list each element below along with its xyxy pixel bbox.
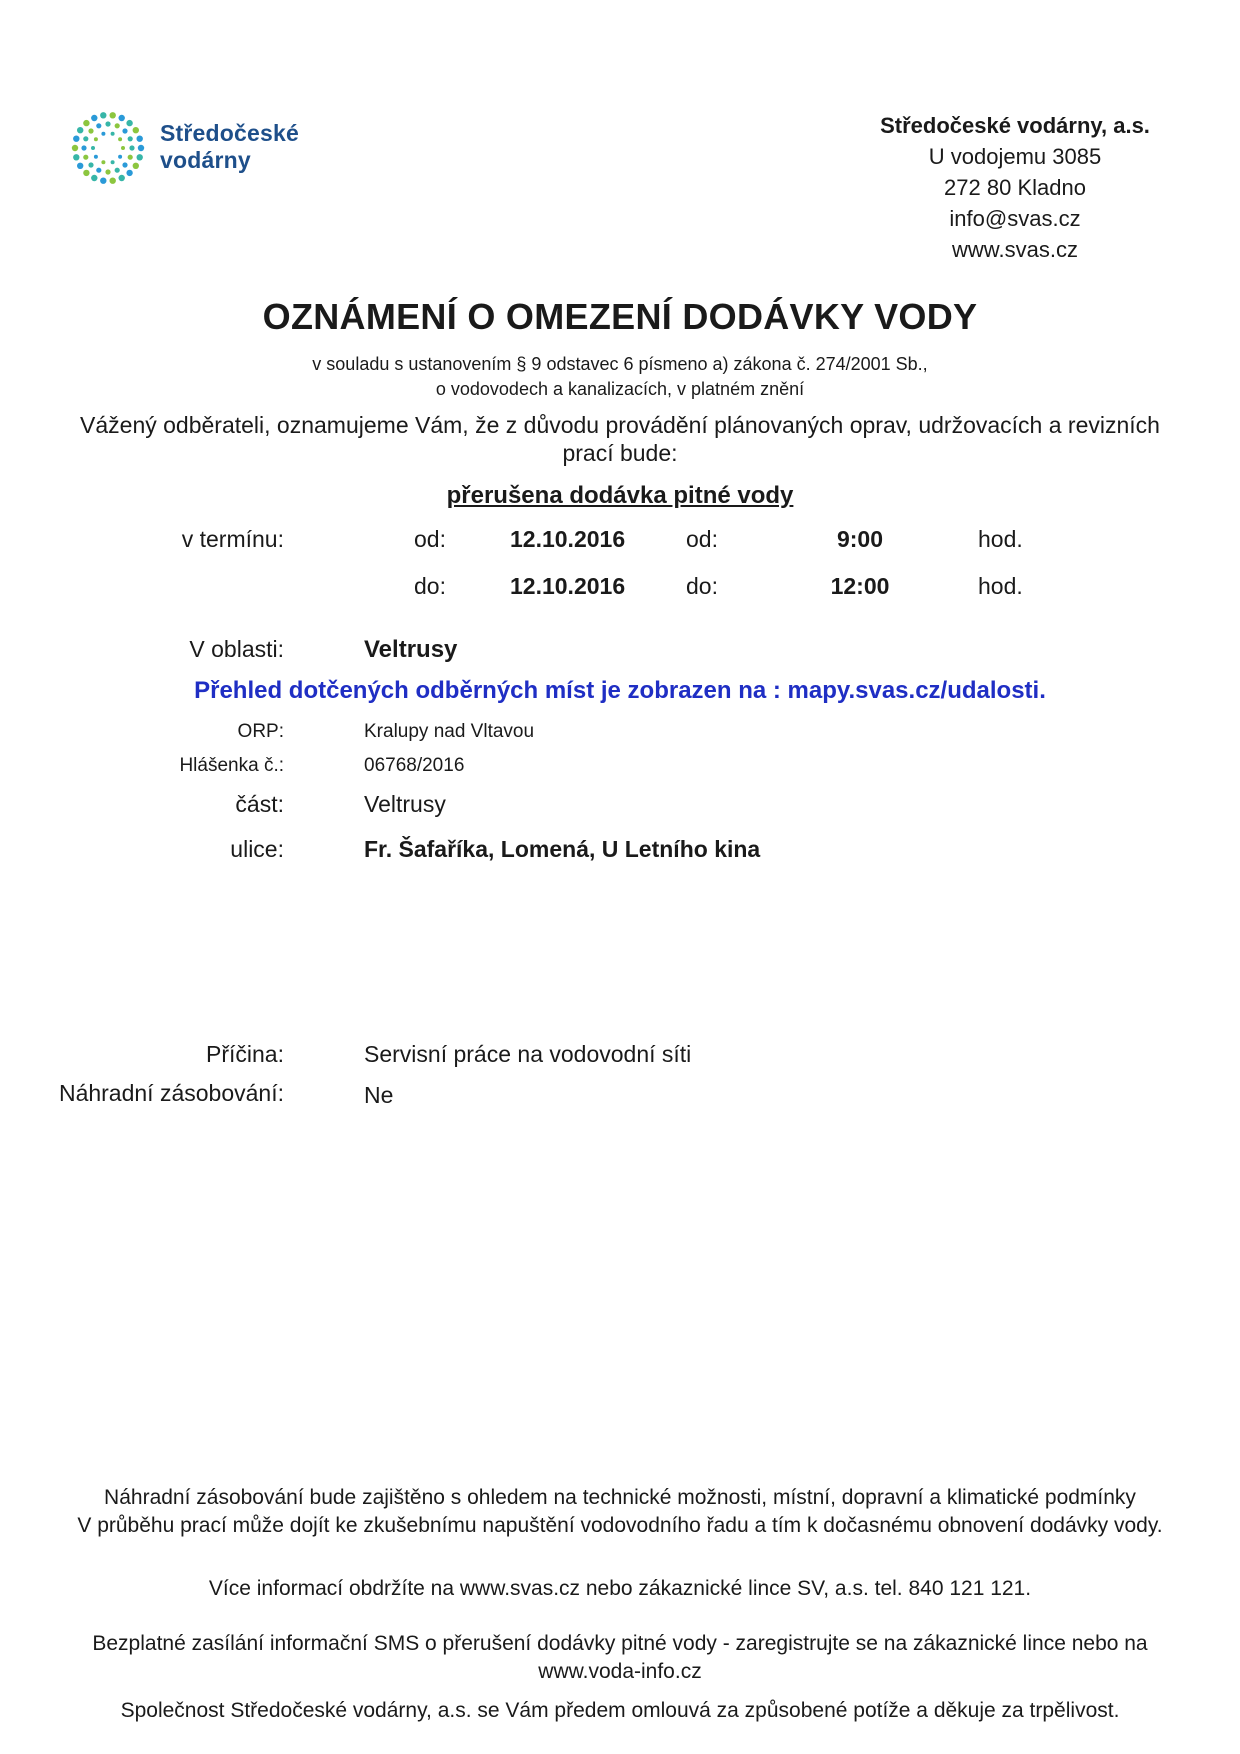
term-to-time-label: do: xyxy=(686,573,718,599)
logo-line1: Středočeské xyxy=(160,120,299,146)
part-value: Veltrusy xyxy=(364,791,446,817)
notice-headline: přerušena dodávka pitné vody xyxy=(446,482,794,509)
term-to-time: 12:00 xyxy=(830,573,890,599)
map-link[interactable]: Přehled dotčených odběrných míst je zobrazen na : mapy.svas.cz/udalosti. xyxy=(194,677,1046,704)
law-reference xyxy=(40,352,1200,402)
term-from-unit: hod. xyxy=(978,526,1023,552)
company-city: 272 80 Kladno xyxy=(944,175,1086,200)
law-line1: v souladu s ustanovením § 9 odstavec 6 písmeno a) zákona č. 274/2001 Sb., xyxy=(312,354,928,374)
company-address xyxy=(820,110,1210,265)
orp-value: Kralupy nad Vltavou xyxy=(364,721,535,742)
substitute-value: Ne xyxy=(364,1082,394,1108)
report-value: 06768/2016 xyxy=(364,755,465,776)
company-web: www.svas.cz xyxy=(952,237,1078,262)
company-street: U vodojemu 3085 xyxy=(928,144,1102,169)
logo-line2: vodárny xyxy=(160,147,251,173)
term-from-date: 12.10.2016 xyxy=(510,526,626,552)
term-from-time: 9:00 xyxy=(836,526,884,552)
part-label: část: xyxy=(235,791,284,817)
water-drops-logo-icon xyxy=(70,110,155,185)
substitute-label: Náhradní zásobování: xyxy=(58,1080,284,1106)
intro-text: Vážený odběrateli, oznamujeme Vám, že z důvodu provádění plánovaných oprav, udržovacích a revizních prací bude: xyxy=(80,412,1160,466)
term-label: v termínu: xyxy=(181,526,284,552)
footer-paragraph-2: V průběhu prací může dojít ke zkušebnímu napuštění vodovodního řadu a tím k dočasnému obnovení dodávky vody. xyxy=(77,1514,1163,1537)
term-to-unit: hod. xyxy=(978,573,1023,599)
street-label: ulice: xyxy=(230,836,284,862)
street-value: Fr. Šafaříka, Lomená, U Letního kina xyxy=(364,836,761,862)
company-email: info@svas.cz xyxy=(949,206,1081,231)
area-value: Veltrusy xyxy=(364,636,458,663)
footer-paragraph-3: Více informací obdržíte na www.svas.cz nebo zákaznické lince SV, a.s. tel. 840 121 121. xyxy=(208,1577,1032,1600)
cause-label: Příčina: xyxy=(206,1041,284,1067)
page-title: OZNÁMENÍ O OMEZENÍ DODÁVKY VODY xyxy=(262,296,978,337)
report-label: Hlášenka č.: xyxy=(179,755,284,776)
term-from-label: od: xyxy=(414,526,446,552)
footer-paragraph-1: Náhradní zásobování bude zajištěno s ohledem na technické možnosti, místní, dopravní a klimatické podmínky xyxy=(104,1486,1136,1509)
company-logo xyxy=(70,110,300,190)
term-to-date: 12.10.2016 xyxy=(510,573,626,599)
footer-paragraph-4: Bezplatné zasílání informační SMS o přerušení dodávky pitné vody - zaregistrujte se na zákaznické lince nebo na www.voda-info.cz xyxy=(92,1632,1148,1683)
term-from-time-label: od: xyxy=(686,526,718,552)
company-name: Středočeské vodárny, a.s. xyxy=(880,113,1150,138)
cause-value: Servisní práce na vodovodní síti xyxy=(364,1041,692,1067)
orp-label: ORP: xyxy=(237,721,284,742)
area-label: V oblasti: xyxy=(189,636,284,662)
term-to-label: do: xyxy=(414,573,446,599)
logo-wordmark xyxy=(160,120,299,174)
footer-paragraph-5: Společnost Středočeské vodárny, a.s. se Vám předem omlouvá za způsobené potíže a děkuje za trpělivost. xyxy=(120,1699,1120,1722)
law-line2: o vodovodech a kanalizacích, v platném znění xyxy=(435,379,805,399)
